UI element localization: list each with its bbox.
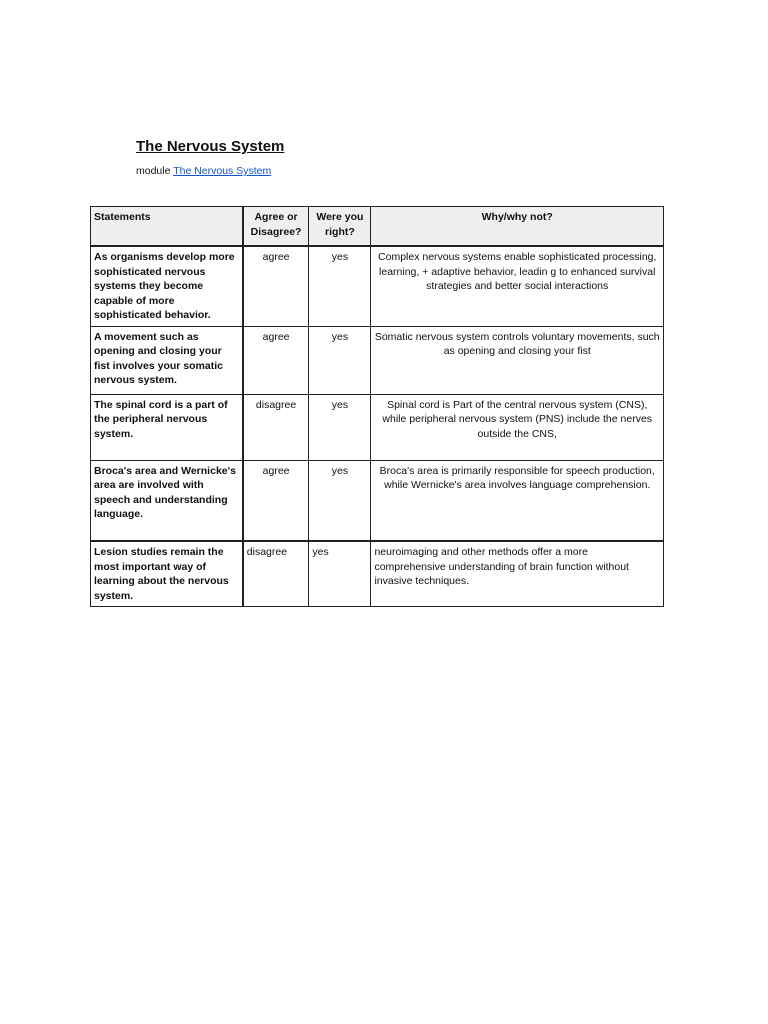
page-title: The Nervous System: [136, 138, 285, 155]
table-row: [91, 394, 664, 460]
right-cell: yes: [309, 460, 371, 541]
table-row: [91, 326, 664, 394]
statement-cell: The spinal cord is a part of the peripheral nervous system.: [91, 394, 243, 460]
statement-cell: A movement such as opening and closing your fist involves your somatic nervous system.: [91, 326, 243, 394]
right-cell: yes: [309, 246, 371, 326]
statement-cell: Broca's area and Wernicke's area are involved with speech and understanding language.: [91, 460, 243, 541]
table-row: [91, 246, 664, 326]
right-cell: yes: [309, 326, 371, 394]
agree-cell: agree: [243, 326, 309, 394]
module-line: [136, 165, 271, 177]
why-cell: Spinal cord is Part of the central nervous system (CNS), while peripheral nervous system (PNS) include the nerves outside the CNS,: [371, 394, 664, 460]
why-cell: Broca's area is primarily responsible for speech production, while Wernicke's area involves language comprehension.: [371, 460, 664, 541]
module-link[interactable]: The Nervous System: [173, 165, 272, 177]
table-row: [91, 460, 664, 541]
agree-cell: disagree: [243, 394, 309, 460]
why-cell: Complex nervous systems enable sophisticated processing, learning, + adaptive behavior, leadin g to enhanced survival strategies and better social interactions: [371, 246, 664, 326]
header-why: Why/why not?: [371, 207, 664, 247]
table-header-row: [91, 207, 664, 247]
agree-cell: disagree: [243, 541, 309, 607]
statements-table: [90, 206, 664, 607]
why-cell: neuroimaging and other methods offer a more comprehensive understanding of brain function without invasive techniques.: [371, 541, 664, 607]
table-row: [91, 541, 664, 607]
header-statements: Statements: [91, 207, 243, 247]
right-cell: yes: [309, 541, 371, 607]
why-cell: Somatic nervous system controls voluntary movements, such as opening and closing your fist: [371, 326, 664, 394]
module-label: module: [136, 165, 171, 177]
agree-cell: agree: [243, 460, 309, 541]
agree-cell: agree: [243, 246, 309, 326]
header-agree: Agree or Disagree?: [243, 207, 309, 247]
statement-cell: As organisms develop more sophisticated nervous systems they become capable of more sophisticated behavior.: [91, 246, 243, 326]
statement-cell: Lesion studies remain the most important way of learning about the nervous system.: [91, 541, 243, 607]
right-cell: yes: [309, 394, 371, 460]
header-right: Were you right?: [309, 207, 371, 247]
